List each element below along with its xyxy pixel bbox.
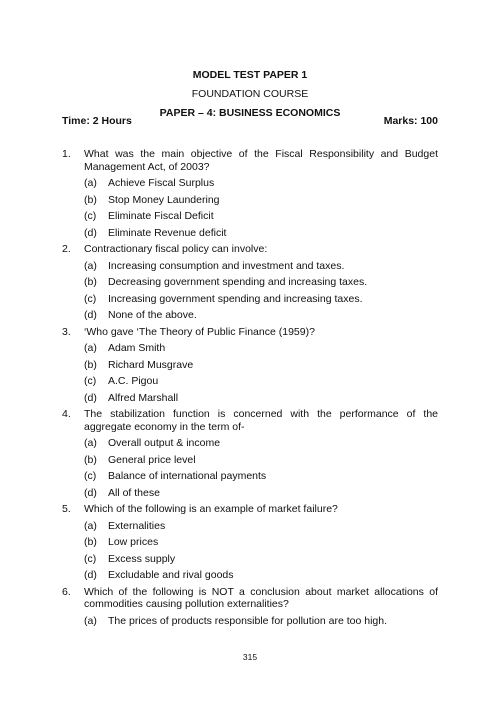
question-number: 5. — [62, 503, 71, 515]
time-label: Time: 2 Hours — [62, 115, 132, 127]
question-item — [62, 148, 438, 173]
question-number: 4. — [62, 408, 71, 420]
question-item — [62, 326, 438, 339]
answer-option — [84, 276, 438, 289]
option-label: (b) — [84, 276, 97, 288]
answer-option — [84, 454, 438, 467]
answer-option — [84, 342, 438, 355]
option-label: (a) — [84, 614, 97, 627]
answer-option — [84, 553, 438, 566]
question-number: 2. — [62, 243, 71, 255]
option-text: The prices of products responsible for pollution are too high. — [108, 614, 387, 627]
answer-option — [84, 470, 438, 483]
option-label: (a) — [84, 437, 97, 449]
option-label: (a) — [84, 342, 97, 354]
option-text: Alfred Marshall — [108, 391, 179, 404]
answer-option — [84, 569, 438, 582]
option-label: (d) — [84, 226, 97, 239]
question-number: 6. — [62, 585, 71, 598]
question-text: ‘Who gave ‘The Theory of Public Finance (1959)? — [84, 325, 315, 338]
answer-option — [84, 359, 438, 372]
option-label: (a) — [84, 519, 97, 532]
option-text: Increasing consumption and investment and taxes. — [108, 259, 345, 272]
option-label: (d) — [84, 569, 97, 581]
option-label: (c) — [84, 292, 97, 305]
option-text: None of the above. — [108, 309, 197, 321]
question-text: Which of the following is an example of market failure? — [84, 503, 338, 515]
option-text: Stop Money Laundering — [108, 193, 220, 206]
option-label: (b) — [84, 453, 97, 466]
option-label: (c) — [84, 552, 97, 565]
question-item — [62, 408, 438, 433]
question-item — [62, 586, 438, 611]
option-text: Excludable and rival goods — [108, 569, 234, 581]
course-name: FOUNDATION COURSE — [191, 88, 309, 100]
answer-option — [84, 437, 438, 450]
question-text: The stabilization function is concerned with the performance of the aggregate economy in the term of- — [84, 408, 438, 433]
option-text: Decreasing government spending and increasing taxes. — [108, 276, 368, 288]
option-text: A.C. Pigou — [108, 375, 159, 387]
option-label: (d) — [84, 486, 97, 499]
option-text: Richard Musgrave — [108, 358, 194, 371]
option-text: All of these — [108, 486, 160, 499]
option-label: (d) — [84, 309, 97, 321]
answer-option — [84, 309, 438, 322]
option-text: Eliminate Revenue deficit — [108, 226, 227, 239]
option-label: (b) — [84, 358, 97, 371]
option-label: (a) — [84, 177, 97, 189]
question-list — [62, 148, 438, 631]
option-text: Excess supply — [108, 552, 176, 565]
option-text: Low prices — [108, 536, 159, 548]
option-text: Eliminate Fiscal Deficit — [108, 210, 214, 222]
page-number: 315 — [242, 652, 258, 662]
option-text: General price level — [108, 453, 196, 466]
option-label: (d) — [84, 391, 97, 404]
answer-option — [84, 615, 438, 628]
option-label: (c) — [84, 470, 97, 482]
option-text: Achieve Fiscal Surplus — [108, 177, 215, 189]
answer-option — [84, 210, 438, 223]
question-number: 1. — [62, 148, 71, 160]
answer-option — [84, 260, 438, 273]
option-label: (a) — [84, 259, 97, 272]
answer-option — [84, 520, 438, 533]
answer-option — [84, 293, 438, 306]
option-text: Overall output & income — [108, 437, 221, 449]
question-text: Contractionary fiscal policy can involve: — [84, 243, 268, 255]
answer-option — [84, 392, 438, 405]
answer-option — [84, 227, 438, 240]
question-number: 3. — [62, 325, 71, 338]
answer-option — [84, 487, 438, 500]
question-text: What was the main objective of the Fiscal Responsibility and Budget Management Act, of 2003? — [84, 148, 438, 173]
marks-label: Marks: 100 — [383, 115, 438, 127]
option-label: (b) — [84, 536, 97, 548]
option-label: (c) — [84, 210, 97, 222]
option-text: Balance of international payments — [108, 470, 267, 482]
answer-option — [84, 177, 438, 190]
option-label: (b) — [84, 193, 97, 206]
answer-option — [84, 536, 438, 549]
paper-title: MODEL TEST PAPER 1 — [192, 69, 308, 81]
answer-option — [84, 194, 438, 207]
question-item — [62, 243, 438, 256]
option-label: (c) — [84, 375, 97, 387]
answer-option — [84, 375, 438, 388]
option-text: Increasing government spending and increasing taxes. — [108, 292, 363, 305]
paper-subject: PAPER – 4: BUSINESS ECONOMICS — [159, 107, 341, 119]
question-item — [62, 503, 438, 516]
option-text: Adam Smith — [108, 342, 166, 354]
exam-meta — [62, 115, 438, 127]
question-text: Which of the following is NOT a conclusion about market allocations of commodities causing pollution externalities? — [84, 585, 438, 610]
option-text: Externalities — [108, 519, 166, 532]
